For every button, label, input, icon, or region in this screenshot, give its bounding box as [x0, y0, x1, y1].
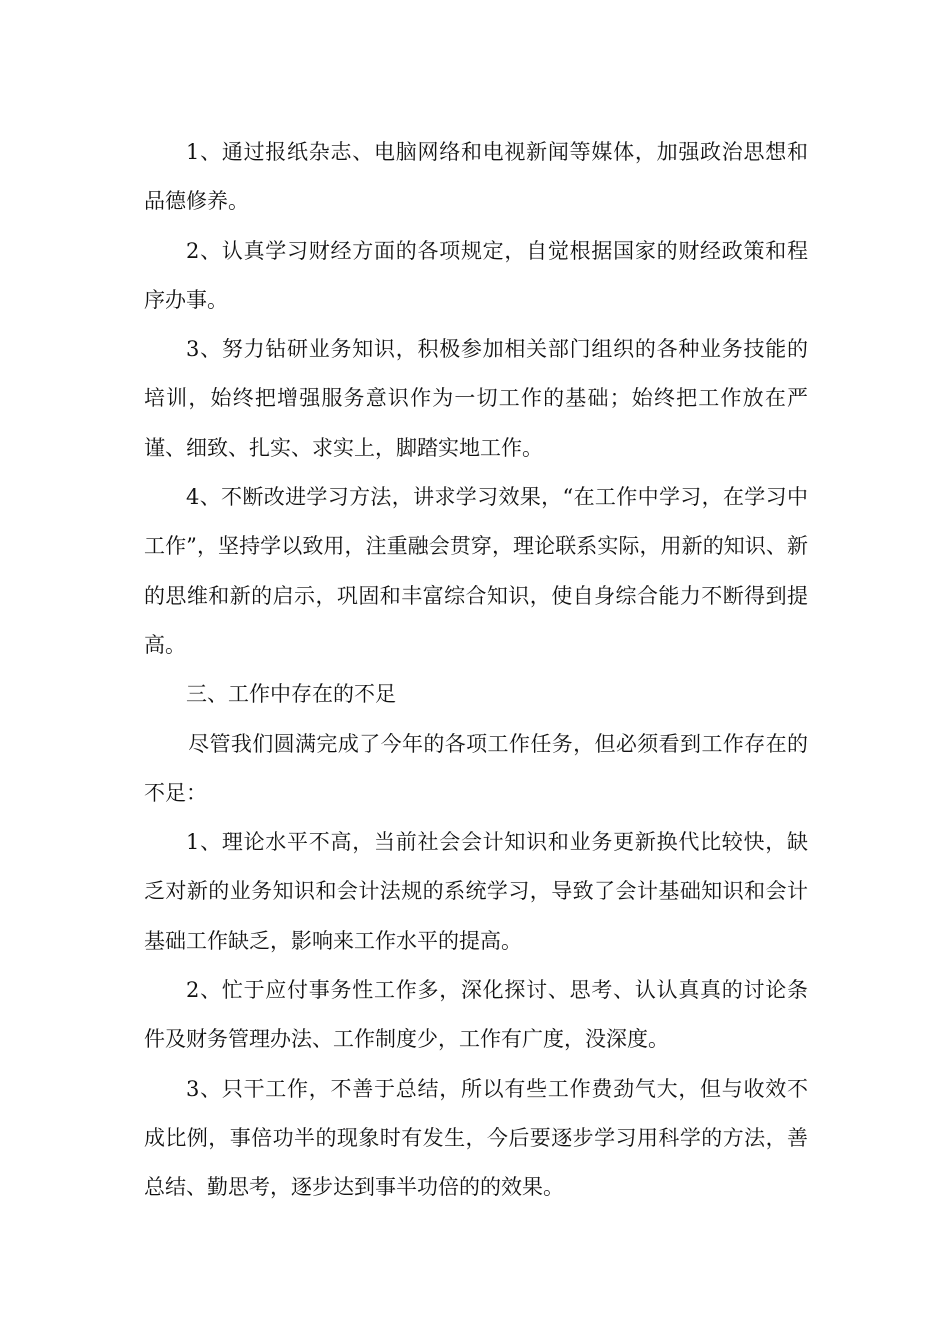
section-heading-shortcomings: 三、工作中存在的不足: [186, 682, 396, 707]
paragraph-shortcoming-theory: 1、理论水平不高，当前社会会计知识和业务更新换代比较快，缺乏对新的业务知识和会计法规的系统学习，导致了会计基础知识和会计基础工作缺乏，影响来工作水平的提高。: [144, 830, 808, 953]
paragraph-learning-media: 1、通过报纸杂志、电脑网络和电视新闻等媒体，加强政治思想和品德修养。: [144, 140, 808, 214]
paragraph-learning-regulations: 2、认真学习财经方面的各项规定，自觉根据国家的财经政策和程序办事。: [144, 238, 808, 312]
paragraph-learning-methods: 4、不断改进学习方法，讲求学习效果，“在工作中学习，在学习中工作”，坚持学以致用，注重融会贯穿，理论联系实际，用新的知识、新的思维和新的启示，巩固和丰富综合知识，使自身综合能力不断得到提高。: [144, 485, 808, 657]
paragraph-learning-skills: 3、努力钻研业务知识，积极参加相关部门组织的各种业务技能的培训，始终把增强服务意识作为一切工作的基础；始终把工作放在严谨、细致、扎实、求实上，脚踏实地工作。: [144, 337, 808, 460]
paragraph-shortcomings-intro: 尽管我们圆满完成了今年的各项工作任务，但必须看到工作存在的不足：: [144, 731, 808, 805]
paragraph-shortcoming-summary: 3、只干工作，不善于总结，所以有些工作费劲气大，但与收效不成比例，事倍功半的现象时有发生，今后要逐步学习用科学的方法，善总结、勤思考，逐步达到事半功倍的的效果。: [144, 1076, 808, 1200]
paragraph-shortcoming-routine-work: 2、忙于应付事务性工作多，深化探讨、思考、认认真真的讨论条件及财务管理办法、工作制度少，工作有广度，没深度。: [144, 978, 808, 1052]
document-body: [144, 128, 808, 1213]
